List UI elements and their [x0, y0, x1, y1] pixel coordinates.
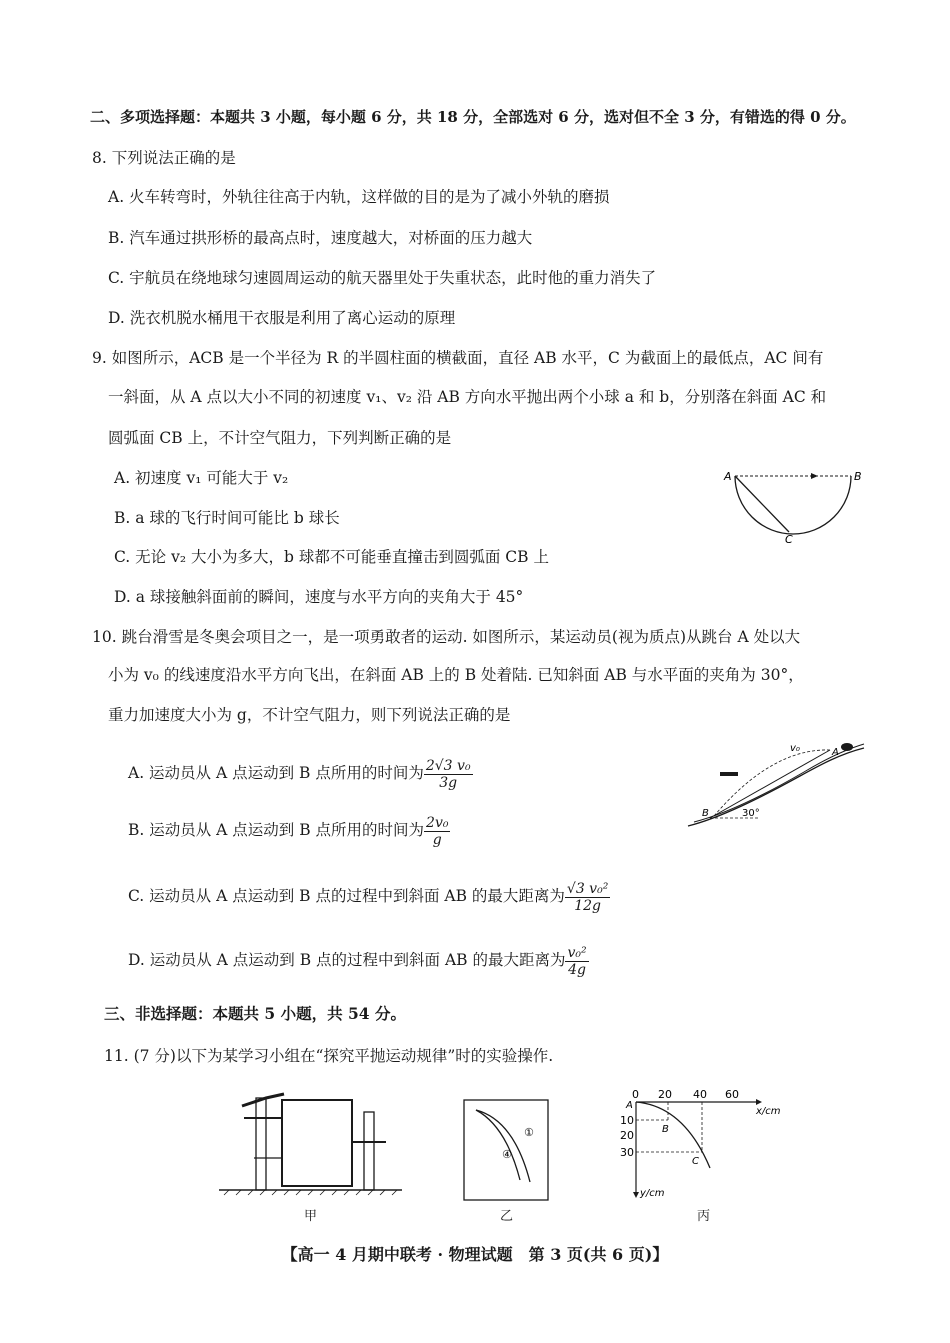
q10-label-angle: 30°	[742, 808, 760, 819]
q10-option-b-fraction	[424, 815, 450, 848]
q11-fig-yi-label: 乙	[500, 1209, 514, 1224]
q9-label-c: C	[785, 533, 793, 546]
q10-option-b-numerator: 2v₀	[426, 814, 449, 831]
q11-point-b-label: B	[662, 1124, 669, 1135]
q10-option-c-text: C. 运动员从 A 点运动到 B 点的过程中到斜面 AB 的最大距离为	[128, 887, 565, 905]
q11-y-tick-10: 10	[620, 1114, 634, 1127]
q10-slope-lower	[688, 748, 864, 826]
q8-option-b: B. 汽车通过拱形桥的最高点时，速度越大，对桥面的压力越大	[108, 229, 533, 247]
q10-option-b-denominator: g	[432, 831, 442, 848]
q9-arc-acb	[735, 476, 851, 534]
q11-right-post	[364, 1112, 374, 1190]
q10-option-a-numerator: 2√3 v₀	[425, 757, 471, 774]
q10-option-c-denominator: 12g	[574, 897, 601, 914]
q10-option-a	[128, 753, 473, 793]
q11-x-label: x/cm	[756, 1106, 781, 1117]
q11-y-tick-20: 20	[620, 1129, 634, 1142]
q10-line3: 重力加速度大小为 g，不计空气阻力，则下列说法正确的是	[108, 706, 511, 724]
q9-option-c: C. 无论 v₂ 大小为多大，b 球都不可能垂直撞击到圆弧面 CB 上	[114, 548, 549, 566]
q11-curve-1	[476, 1110, 530, 1182]
q9-line2: 一斜面，从 A 点以大小不同的初速度 v₁、v₂ 沿 AB 方向水平抛出两个小球 a 和 b，分别落在斜面 AC 和	[108, 388, 827, 406]
q11-stem: 11. (7 分)以下为某学习小组在“探究平抛运动规律”时的实验操作.	[104, 1047, 554, 1065]
q10-label-b: B	[702, 808, 709, 819]
q10-option-a-denominator: 3g	[439, 774, 458, 791]
q9-line1: 9. 如图所示，ACB 是一个半径为 R 的半圆柱面的横截面，直径 AB 水平，C 为截面上的最低点，AC 间有	[92, 349, 824, 367]
q11-coordinate-figure	[614, 1084, 792, 1206]
q10-option-d-denominator: 4g	[568, 961, 586, 978]
q10-incline-ab	[710, 750, 830, 818]
q11-x-tick-0: 0	[632, 1088, 639, 1101]
q11-trajectory-paper-figure	[462, 1098, 550, 1204]
q10-option-c	[128, 876, 610, 916]
section3-heading: 三、非选择题：本题共 5 小题，共 54 分。	[104, 1004, 406, 1023]
q10-skier-flight-icon	[720, 772, 738, 776]
q11-fig-bing-label: 丙	[697, 1209, 711, 1224]
q8-option-c: C. 宇航员在绕地球匀速圆周运动的航天器里处于失重状态，此时他的重力消失了	[108, 269, 657, 287]
q10-label-v0: v₀	[790, 743, 800, 754]
q8-option-a: A. 火车转弯时，外轨往往高于内轨，这样做的目的是为了减小外轨的磨损	[108, 188, 610, 206]
q11-mark-4: ④	[502, 1148, 512, 1161]
q11-x-tick-20: 20	[658, 1088, 672, 1101]
q9-line3: 圆弧面 CB 上，不计空气阻力，下列判断正确的是	[108, 429, 452, 447]
q10-option-a-text: A. 运动员从 A 点运动到 B 点所用的时间为	[128, 764, 424, 782]
q11-left-post	[256, 1098, 266, 1190]
q10-ski-jump-figure	[680, 738, 870, 830]
q9-arrow-head	[811, 473, 818, 479]
q9-option-b: B. a 球的飞行时间可能比 b 球长	[114, 509, 340, 527]
q11-chute	[242, 1094, 284, 1106]
q11-board	[282, 1100, 352, 1186]
q10-line2: 小为 v₀ 的线速度沿水平方向飞出，在斜面 AB 上的 B 处着陆. 已知斜面 AB 与水平面的夹角为 30°，	[108, 666, 804, 684]
q11-x-tick-40: 40	[693, 1088, 707, 1101]
q8-stem: 8. 下列说法正确的是	[92, 149, 236, 167]
q9-incline-ac	[735, 476, 789, 532]
q10-option-b	[128, 810, 450, 850]
q10-skier-icon	[841, 743, 853, 751]
q10-option-d-numerator: v₀²	[567, 944, 587, 961]
q9-option-a: A. 初速度 v₁ 可能大于 v₂	[114, 469, 289, 487]
q10-option-b-text: B. 运动员从 A 点运动到 B 点所用的时间为	[128, 821, 425, 839]
q10-option-d	[128, 940, 589, 980]
q11-apparatus-figure	[214, 1082, 404, 1202]
q11-x-axis-arrow	[756, 1099, 762, 1105]
q10-option-c-fraction	[565, 881, 610, 914]
q8-option-d: D. 洗衣机脱水桶甩干衣服是利用了离心运动的原理	[108, 309, 456, 327]
q10-option-c-numerator: √3 v₀²	[566, 880, 609, 897]
q11-fig-jia-label: 甲	[304, 1209, 318, 1224]
q11-point-c-label: C	[692, 1156, 699, 1167]
section2-heading: 二、多项选择题：本题共 3 小题，每小题 6 分，共 18 分，全部选对 6 分，选对但不全 3 分，有错选的得 0 分。	[90, 108, 856, 126]
q11-x-tick-60: 60	[725, 1088, 739, 1101]
q11-y-axis-arrow	[633, 1192, 639, 1198]
q11-y-label: y/cm	[640, 1188, 665, 1199]
q9-semicircle-figure	[715, 462, 865, 547]
q10-option-d-fraction	[565, 945, 588, 978]
q11-y-tick-30: 30	[620, 1146, 634, 1159]
q10-option-d-text: D. 运动员从 A 点运动到 B 点的过程中到斜面 AB 的最大距离为	[128, 951, 566, 969]
q11-mark-1: ①	[524, 1126, 534, 1139]
q10-label-a: A	[832, 747, 839, 758]
q9-label-b: B	[854, 470, 862, 483]
q11-point-a-label: A	[626, 1100, 633, 1111]
q9-label-a: A	[724, 470, 732, 483]
page-footer: 【高一 4 月期中联考 · 物理试题 第 3 页(共 6 页)】	[281, 1245, 669, 1264]
q10-line1: 10. 跳台滑雪是冬奥会项目之一，是一项勇敢者的运动. 如图所示，某运动员(视为质点)从跳台 A 处以大	[92, 628, 801, 646]
q9-option-d: D. a 球接触斜面前的瞬间，速度与水平方向的夹角大于 45°	[114, 588, 524, 606]
q10-option-a-fraction	[424, 758, 473, 791]
q11-curve-4	[476, 1110, 520, 1180]
